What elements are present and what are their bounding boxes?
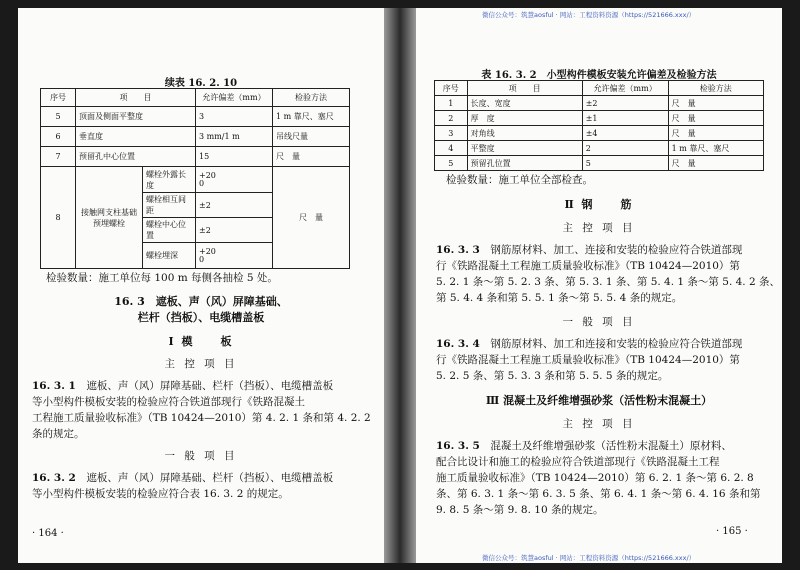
row-method: 吊线尺量 <box>273 127 350 147</box>
row-item: 对角线 <box>467 126 582 141</box>
table-header: 检验方法 <box>668 81 763 96</box>
tolerance-table <box>434 80 764 171</box>
paragraph-line: 16. 3. 4 钢筋原材料、加工和连接和安装的检验应符合铁道部现 <box>436 338 743 350</box>
paragraph-line: 等小型构件模板安装的检验应符合铁道部现行《铁路混凝土 <box>32 396 305 408</box>
sub-item-tolerance: ±2 <box>196 193 273 218</box>
row-number: 2 <box>435 111 468 126</box>
table-row <box>41 127 350 147</box>
subsection-title: 主 控 项 目 <box>562 222 636 234</box>
row-number: 8 <box>41 167 76 269</box>
row-method: 尺 量 <box>273 147 350 167</box>
row-number: 5 <box>435 156 468 171</box>
table-row <box>435 96 764 111</box>
paragraph-line: 等小型构件模板安装的检验应符合表 16. 3. 2 的规定。 <box>32 488 289 500</box>
row-number: 4 <box>435 141 468 156</box>
section-title: 栏杆（挡板）、电缆槽盖板 <box>137 311 265 324</box>
row-tolerance: 3 <box>196 107 273 127</box>
clause-number: 16. 3. 2 <box>32 472 76 484</box>
row-tolerance: ±1 <box>582 111 668 126</box>
paragraph-line: 条、第 6. 3. 1 条～第 6. 3. 5 条、第 6. 4. 1 条～第 6. 4. 16 条和第 <box>436 488 761 500</box>
left-page <box>18 8 384 563</box>
page-number: · 164 · <box>32 528 64 539</box>
table-header: 序号 <box>41 89 76 107</box>
row-tolerance: 5 <box>582 156 668 171</box>
row-tolerance: 3 mm/1 m <box>196 127 273 147</box>
row-tolerance: ±2 <box>582 96 668 111</box>
paragraph-line: 16. 3. 2 遮板、声（风）屏障基础、栏杆（挡板）、电缆槽盖板 <box>32 472 334 484</box>
table-row <box>41 167 350 193</box>
table-header: 项 目 <box>467 81 582 96</box>
row-method: 尺 量 <box>668 156 763 171</box>
table-header: 检验方法 <box>273 89 350 107</box>
paragraph-line: 工程施工质量验收标准》（TB 10424—2010）第 4. 2. 1 条和第 4. 2. 2 <box>32 412 371 424</box>
sub-item-label: 螺栓外露长度 <box>143 167 196 193</box>
row-method: 1 m 靠尺、塞尺 <box>273 107 350 127</box>
part-title: Ⅱ 钢 筋 <box>564 198 634 211</box>
paragraph-line: 条的规定。 <box>32 428 85 440</box>
sub-item-label: 螺栓相互间距 <box>143 193 196 218</box>
table-row <box>435 111 764 126</box>
row-method: 尺 量 <box>668 96 763 111</box>
table-header: 项 目 <box>76 89 196 107</box>
table-row <box>435 126 764 141</box>
continued-table <box>40 88 350 269</box>
sub-item-tolerance: +20 0 <box>196 167 273 193</box>
paragraph-line: 16. 3. 3 钢筋原材料、加工、连接和安装的检验应符合铁道部现 <box>436 244 743 256</box>
row-method: 尺 量 <box>668 111 763 126</box>
row-number: 6 <box>41 127 76 147</box>
clause-number: 16. 3. 1 <box>32 380 76 392</box>
inspection-note: 检验数量：施工单位每 100 m 每侧各抽检 5 处。 <box>46 272 278 284</box>
clause-number: 16. 3. 3 <box>436 244 480 256</box>
row-method: 尺 量 <box>273 167 350 269</box>
sub-item-label: 螺栓中心位置 <box>143 218 196 243</box>
paragraph-line: 5. 2. 1 条～第 5. 2. 3 条、第 5. 3. 1 条、第 5. 4. 1 条～第 5. 4. 2 条、 <box>436 276 780 288</box>
paragraph-line: 行《铁路混凝土工程施工质量验收标准》（TB 10424—2010）第 <box>436 260 740 272</box>
section-title: 16. 3 遮板、声（风）屏障基础、 <box>114 295 288 308</box>
sub-item-label: 螺栓埋深 <box>143 243 196 269</box>
part-title: Ⅰ 模 板 <box>168 335 234 348</box>
table-header: 序号 <box>435 81 468 96</box>
row-number: 1 <box>435 96 468 111</box>
row-number: 7 <box>41 147 76 167</box>
sub-item-tolerance: +20 0 <box>196 243 273 269</box>
watermark: 微信公众号：筑慧aosful · 网站：工程资料资源（https://521666.xxx/） <box>482 554 696 562</box>
row-tolerance: 2 <box>582 141 668 156</box>
table-row <box>435 156 764 171</box>
row-method: 尺 量 <box>668 126 763 141</box>
subsection-title: 主 控 项 目 <box>164 358 238 370</box>
row-number: 3 <box>435 126 468 141</box>
table-row <box>435 141 764 156</box>
paragraph-line: 5. 2. 5 条、第 5. 3. 3 条和第 5. 5. 5 条的规定。 <box>436 370 669 382</box>
paragraph-line: 9. 8. 5 条～第 9. 8. 10 条的规定。 <box>436 504 604 516</box>
book-gutter <box>384 8 416 563</box>
sub-item-tolerance: ±2 <box>196 218 273 243</box>
table-row <box>41 107 350 127</box>
right-page <box>416 8 782 563</box>
table-title: 表 16. 3. 2 小型构件模板安装允许偏差及检验方法 <box>481 70 717 81</box>
row-item: 厚 度 <box>467 111 582 126</box>
paragraph-line: 16. 3. 5 混凝土及纤维增强砂浆（活性粉末混凝土）原材料、 <box>436 440 732 452</box>
row-item: 预留孔位置 <box>467 156 582 171</box>
row-item: 预留孔中心位置 <box>76 147 196 167</box>
table-header: 允许偏差（mm） <box>196 89 273 107</box>
paragraph-line: 施工质量验收标准》（TB 10424—2010）第 6. 2. 1 条～第 6. 2. 8 <box>436 472 754 484</box>
paragraph-line: 行《铁路混凝土工程施工质量验收标准》（TB 10424—2010）第 <box>436 354 740 366</box>
inspection-note: 检验数量：施工单位全部检查。 <box>446 174 593 186</box>
table-header: 允许偏差（mm） <box>582 81 668 96</box>
table-row <box>41 147 350 167</box>
watermark: 微信公众号：筑慧aosful · 网站：工程资料资源（https://521666.xxx/） <box>482 11 696 19</box>
row-tolerance: ±4 <box>582 126 668 141</box>
row-method: 1 m 靠尺、塞尺 <box>668 141 763 156</box>
row-number: 5 <box>41 107 76 127</box>
row-tolerance: 15 <box>196 147 273 167</box>
row-item: 接触网支柱基础预埋螺栓 <box>76 167 143 269</box>
row-item: 垂直度 <box>76 127 196 147</box>
clause-number: 16. 3. 4 <box>436 338 480 350</box>
subsection-title: 一 般 项 目 <box>164 450 238 462</box>
clause-number: 16. 3. 5 <box>436 440 480 452</box>
page-number: · 165 · <box>716 526 748 537</box>
part-title: Ⅲ 混凝土及纤维增强砂浆（活性粉末混凝土） <box>485 394 713 407</box>
row-item: 平整度 <box>467 141 582 156</box>
row-item: 顶面及侧面平整度 <box>76 107 196 127</box>
paragraph-line: 第 5. 4. 4 条和第 5. 5. 1 条～第 5. 5. 4 条的规定。 <box>436 292 683 304</box>
subsection-title: 一 般 项 目 <box>562 316 636 328</box>
paragraph-line: 配合比设计和施工的检验应符合铁道部现行《铁路混凝土工程 <box>436 456 720 468</box>
paragraph-line: 16. 3. 1 遮板、声（风）屏障基础、栏杆（挡板）、电缆槽盖板 <box>32 380 334 392</box>
table-title: 续表 16. 2. 10 <box>164 78 238 89</box>
row-item: 长度、宽度 <box>467 96 582 111</box>
subsection-title: 主 控 项 目 <box>562 418 636 430</box>
